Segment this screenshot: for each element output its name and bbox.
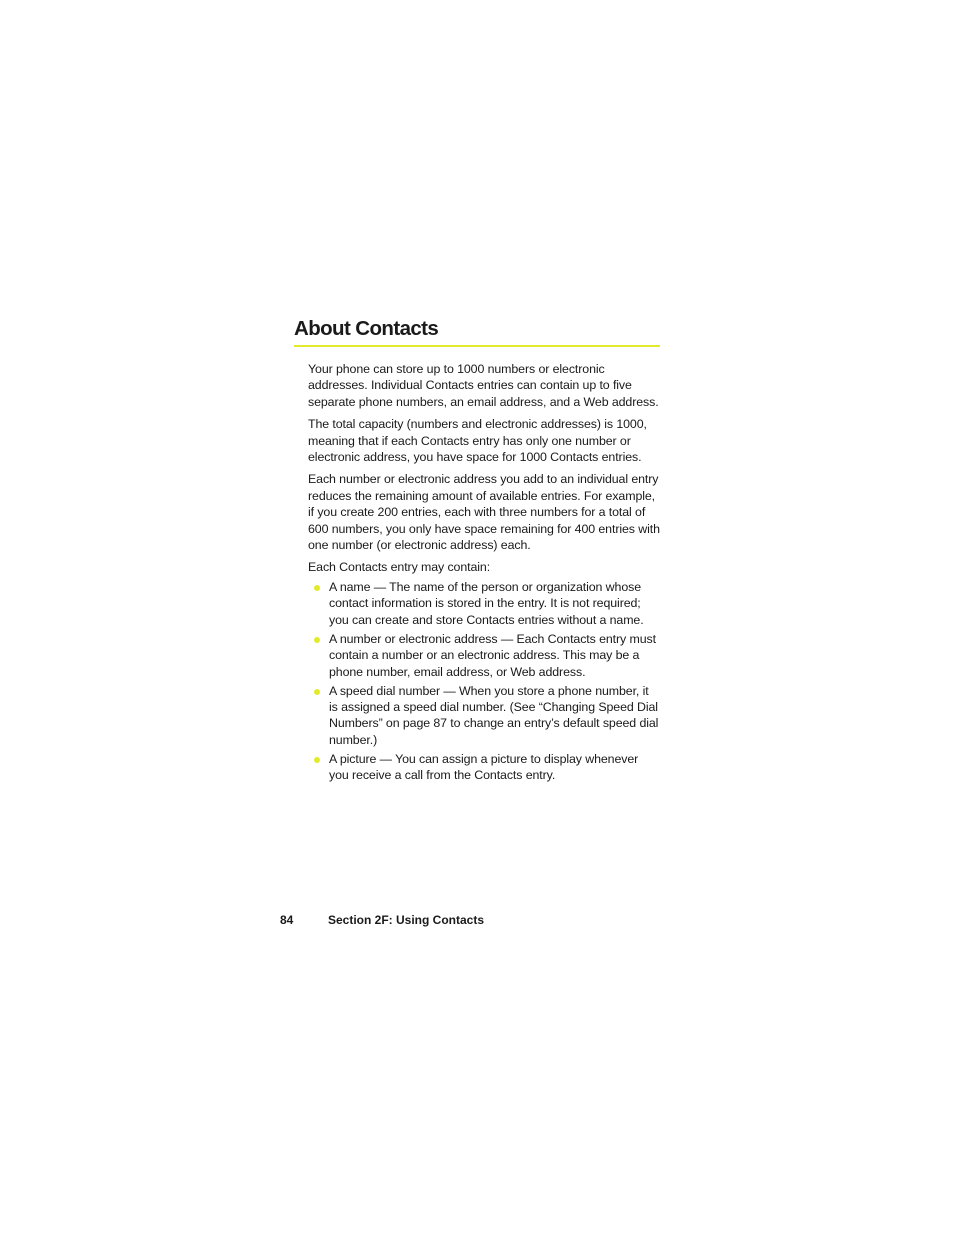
list-intro: Each Contacts entry may contain:: [308, 560, 491, 575]
list-item: [308, 683, 660, 749]
title-underline: [294, 345, 660, 347]
bullet-icon: [314, 689, 320, 695]
list-item-text: A name — The name of the person or organization whose contact information is stored in the entry. It is not required; you can create and store Contacts entries without a name.: [329, 579, 644, 627]
list-item-text: A speed dial number — When you store a phone number, it is assigned a speed dial number. (See “Changing Speed Dial Numbers” on page 87 to change an entry’s default speed dial number.): [329, 683, 659, 747]
list-item-text: A picture — You can assign a picture to display whenever you receive a call from the Contacts entry.: [329, 751, 639, 783]
paragraph-capacity: Your phone can store up to 1000 numbers or electronic addresses. Individual Contacts entries can contain up to five separate phone numbers, an email address, and a Web address.: [308, 362, 659, 409]
entry-contents-list: [308, 579, 660, 784]
page-number: 84: [280, 913, 294, 927]
list-item-text: A number or electronic address — Each Contacts entry must contain a number or an electronic address. This may be a phone number, email address, or Web address.: [329, 631, 656, 679]
list-item: [308, 579, 660, 628]
list-item: [308, 631, 660, 680]
body-content: [308, 361, 660, 786]
paragraph-total-capacity: The total capacity (numbers and electronic addresses) is 1000, meaning that if each Contacts entry has only one number or electronic address, you have space for 1000 Contacts entries.: [308, 417, 647, 465]
bullet-icon: [314, 637, 320, 643]
section-title: Section 2F: Using Contacts: [328, 913, 485, 927]
bullet-icon: [314, 757, 320, 763]
paragraph-remaining-entries: Each number or electronic address you add to an individual entry reduces the remaining amount of available entries. For example, if you create 200 entries, each with three numbers for a total of 600 numbers, you only have space remaining for 400 entries with one number (or electronic address) each.: [308, 472, 660, 553]
bullet-icon: [314, 585, 320, 591]
list-item: [308, 751, 660, 784]
page-title: About Contacts: [294, 317, 439, 340]
